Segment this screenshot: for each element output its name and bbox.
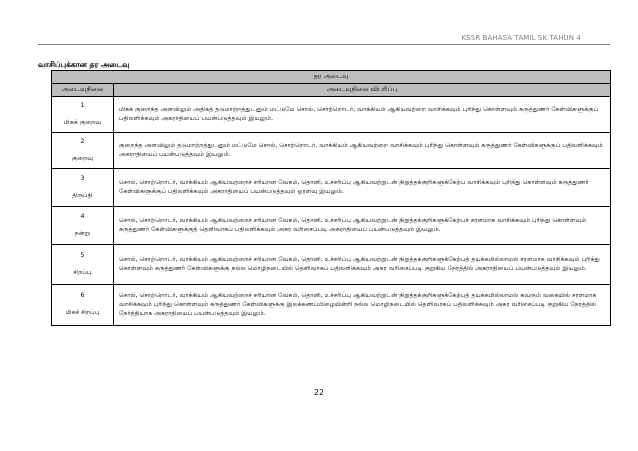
table-row bbox=[52, 169, 611, 207]
level-number: 3 bbox=[80, 174, 85, 182]
level-number: 1 bbox=[80, 101, 85, 109]
level-number: 2 bbox=[80, 137, 85, 145]
table-title: தர அடைவு bbox=[52, 71, 611, 84]
level-cell bbox=[52, 245, 114, 285]
table-row bbox=[52, 97, 611, 133]
level-label: குறைவு bbox=[71, 154, 94, 162]
column-header-level: அடைவுநிலை bbox=[52, 84, 114, 97]
table-row bbox=[52, 133, 611, 169]
level-cell bbox=[52, 285, 114, 326]
level-number: 6 bbox=[80, 292, 85, 300]
section-title: வாசிப்புக்கான தர அடைவு bbox=[38, 60, 130, 69]
table-row bbox=[52, 245, 611, 285]
level-description: குறைந்த அளவிலும் தடுமாற்றத்துடனும் மட்டுமே சொல், சொற்றொடர், வாக்கியம் ஆகியவற்றை வாசிக்கவும் புரிந்து கொள்ளவும் கருத்துணர் கேள்விகளுக்குப் பதிலளிக்கவும் அகராதியைப் பயன்படுத்தவும் இயலும். bbox=[114, 133, 611, 169]
table-title-row bbox=[52, 71, 611, 84]
level-label: சிறப்பு bbox=[73, 268, 92, 276]
level-description: சொல், சொற்றொடர், வாக்கியம் ஆகியவற்றைச் சரியான வேகம், தொனி, உச்சரிப்பு ஆகியவற்றுடன் நிறுத்தக்குறிகளுக்கேற்பத் தயக்கமில்லாமல் சரளமாக வாசிக்கவும் புரிந்து கொள்ளவும் கருத்துணர் கேள்விகளுக்கு நல்ல மொழிநடையில் தெளிவாகப் பதிலளிக்கவும் அகர வரிசைப்படி குறுகிய நேரத்தில் அகராதியைப் பயன்படுத்தவும் இயலும். bbox=[114, 245, 611, 285]
level-number: 4 bbox=[80, 212, 85, 220]
level-description: சொல், சொற்றொடர், வாக்கியம் ஆகியவற்றைச் சரியான வேகம், தொனி, உச்சரிப்பு ஆகியவற்றுடன் நிறுத்தக்குறிகளுக்கேற்ப வாசிக்கவும் புரிந்து கொள்ளவும் கருத்துணர் கேள்விகளுக்குப் பதிலளிக்கவும் அகராதியைப் பயன்படுத்தவும் ஓரளவு இயலும். bbox=[114, 169, 611, 207]
level-description: சொல், சொற்றொடர், வாக்கியம் ஆகியவற்றைச் சரியான வேகம், தொனி, உச்சரிப்பு ஆகியவற்றுடன் நிறுத்தக்குறிகளுக்கேற்பத் தயக்கமில்லாமல் கவரும் வகையில் சரளமாக வாசிக்கவும் புரிந்து கொள்ளவும் கருத்துணர் கேள்விகளுக்கு இலக்கணப்பிழையின்றி நல்ல மொழிநடையில் தெளிவாகப் பதிலளிக்கவும் அகர வரிசைப்படி குறுகிய நேரத்தில் நேர்த்தியாக அகராதியைப் பயன்படுத்தவும் இயலும். bbox=[114, 285, 611, 326]
table-row bbox=[52, 207, 611, 245]
table-row bbox=[52, 285, 611, 326]
level-label: திருப்தி bbox=[72, 191, 93, 199]
level-description: சொல், சொற்றொடர், வாக்கியம் ஆகியவற்றைச் சரியான வேகம், தொனி, உச்சரிப்பு ஆகியவற்றுடன் நிறுத்தக்குறிகளுக்கேற்பச் சரளமாக வாசிக்கவும் புரிந்து கொள்ளவும் கருத்துணர் கேள்விகளுக்குத் தெளிவாகப் பதிலளிக்கவும் அகர வரிசைப்படி அகராதியைப் பயன்படுத்தவும் இயலும். bbox=[114, 207, 611, 245]
level-description: மிகக் குறைந்த அளவிலும் அதிகத் தடுமாற்றத்துடனும் மட்டுமே சொல், சொற்றொடர், வாக்கியம் ஆகியவற்றை வாசிக்கவும் புரிந்து கொள்ளவும் கருத்துணர் கேள்விகளுக்குப் பதிலளிக்கவும் அகராதியைப் பயன்படுத்தவும் இயலும். bbox=[114, 97, 611, 133]
column-header-description: அடைவுநிலை விபரிப்பு bbox=[114, 84, 611, 97]
rubric-table bbox=[51, 70, 611, 326]
level-cell bbox=[52, 207, 114, 245]
level-label: நன்று bbox=[74, 229, 91, 237]
page-number: 22 bbox=[313, 388, 325, 397]
level-label: மிகக் குறைவு bbox=[63, 118, 102, 126]
level-number: 5 bbox=[80, 251, 85, 259]
level-label: மிகச் சிறப்பு bbox=[65, 309, 100, 316]
table-header-row bbox=[52, 84, 611, 97]
header-divider bbox=[38, 44, 610, 45]
level-cell bbox=[52, 133, 114, 169]
level-cell bbox=[52, 97, 114, 133]
running-header: KSSR BAHASA TAMIL SK TAHUN 4 bbox=[461, 34, 581, 42]
level-cell bbox=[52, 169, 114, 207]
